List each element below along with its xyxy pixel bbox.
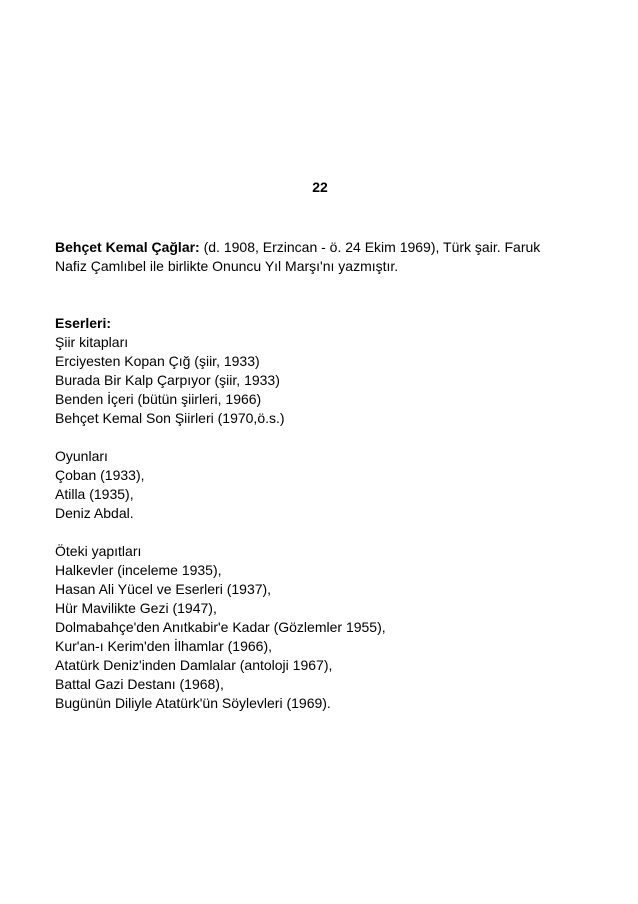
spacer (55, 523, 595, 542)
list-item: Çoban (1933), (55, 467, 145, 483)
page-content (55, 238, 595, 713)
plays-section (55, 447, 595, 523)
list-item: Burada Bir Kalp Çarpıyor (şiir, 1933) (55, 372, 280, 388)
intro-line-1 (55, 238, 595, 257)
list-item: Hasan Ali Yücel ve Eserleri (1937), (55, 581, 272, 597)
list-item: Benden İçeri (bütün şiirleri, 1966) (55, 391, 262, 407)
list-item: Atilla (1935), (55, 486, 134, 502)
intro-line-2: Nafiz Çamlıbel ile birlikte Onuncu Yıl Marşı'nı yazmıştır. (55, 258, 399, 274)
poetry-heading: Şiir kitapları (55, 334, 129, 350)
intro-paragraph (55, 238, 595, 276)
other-works-section (55, 542, 595, 713)
plays-heading: Oyunları (55, 448, 108, 464)
list-item: Bugünün Diliyle Atatürk'ün Söylevleri (1969). (55, 695, 331, 711)
spacer (55, 276, 595, 314)
list-item: Hür Mavilikte Gezi (1947), (55, 600, 217, 616)
list-item: Battal Gazi Destanı (1968), (55, 676, 224, 692)
poetry-section (55, 333, 595, 428)
intro-text: (d. 1908, Erzincan - ö. 24 Ekim 1969), Türk şair. Faruk (199, 239, 541, 255)
list-item: Atatürk Deniz'inden Damlalar (antoloji 1967), (55, 657, 333, 673)
other-works-heading: Öteki yapıtları (55, 543, 142, 559)
author-name: Behçet Kemal Çağlar: (55, 239, 200, 255)
list-item: Deniz Abdal. (55, 505, 134, 521)
list-item: Halkevler (inceleme 1935), (55, 562, 222, 578)
list-item: Erciyesten Kopan Çığ (şiir, 1933) (55, 353, 260, 369)
page-number: 22 (312, 179, 328, 195)
list-item: Kur'an-ı Kerim'den İlhamlar (1966), (55, 638, 272, 654)
list-item: Dolmabahçe'den Anıtkabir'e Kadar (Gözlemler 1955), (55, 619, 386, 635)
works-title: Eserleri: (55, 315, 112, 331)
spacer (55, 428, 595, 447)
list-item: Behçet Kemal Son Şiirleri (1970,ö.s.) (55, 410, 285, 426)
